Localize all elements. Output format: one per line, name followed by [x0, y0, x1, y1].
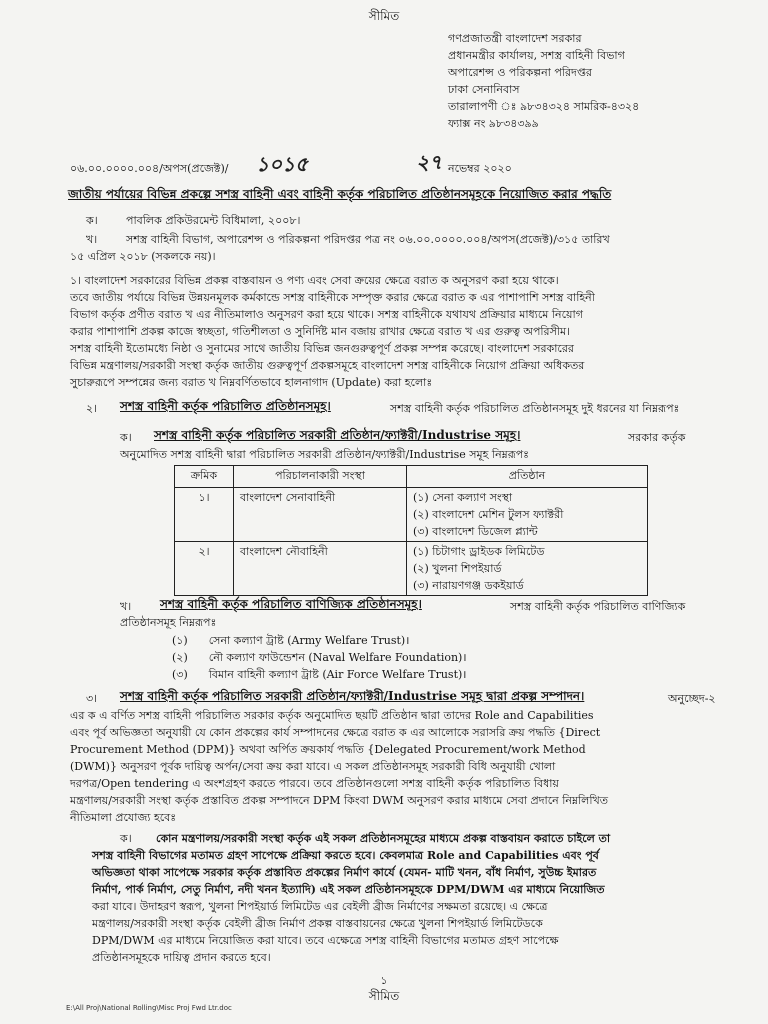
page-number: ১ — [380, 974, 388, 987]
table-header-row — [175, 466, 648, 488]
table-header: ক্রমিক — [175, 466, 234, 488]
section-heading: সশস্ত্র বাহিনী কর্তৃক পরিচালিত প্রতিষ্ঠানসমূহ। — [120, 399, 331, 413]
section-number: ২। — [86, 402, 98, 415]
paragraph-line: এর ক এ বর্ণিত সশস্ত্র বাহিনী পরিচালিত সরকার কর্তৃক অনুমোদিত ছয়টি প্রতিষ্ঠান দ্বারা তাদের Role and Capabilities — [70, 709, 594, 722]
table-item: (১) চিটাগাং ড্রাইডক লিমিটেড — [413, 545, 545, 558]
paragraph-line: নীতিমালা প্রযোজ্য হবেঃ — [70, 811, 177, 824]
table-item: (২) খুলনা শিপইয়ার্ড — [413, 562, 502, 575]
list-text: বিমান বাহিনী কল্যাণ ট্রাষ্ট (Air Force Welfare Trust)। — [208, 668, 467, 681]
paragraph-line: (DWM)} অনুসরণ পূর্বক দায়িত্ব অর্পন/সেবা ক্রয় করা যাবে। এ সকল প্রতিষ্ঠানসমূহ সরকারী বিধি অনুযায়ী খোলা — [70, 760, 556, 773]
paragraph-line: মন্ত্রণালয়/সরকারী সংস্থা কর্তৃক বেইলী ব্রীজ নির্মাণ প্রকল্প বাস্তবায়নের ক্ষেত্রে খুলনা শিপইয়ার্ড লিমিটেডকে — [92, 917, 543, 930]
paragraph-line: সশস্ত্র বাহিনী ইতোমধ্যে নিষ্ঠা ও সুনামের সাথে জাতীয় বিভিন্ন জনগুরুত্বপূর্ণ প্রকল্প সম্পন্ন করেছে। বাংলাদেশ সরকারের — [70, 342, 574, 355]
section-tail: অনুচ্ছেদ-২ — [668, 692, 716, 705]
letter-date: নভেম্বর ২০২০ — [448, 162, 512, 175]
table-header: প্রতিষ্ঠান — [407, 466, 648, 488]
reference-number: ০৬.০০.০০০০.০০৪/অপস(প্রজেক্ট)/ — [70, 162, 229, 175]
letterhead-line: অপারেশন্স ও পরিকল্পনা পরিদপ্তর — [448, 66, 592, 79]
letterhead-line: ঢাকা সেনানিবাস — [448, 83, 520, 96]
table-cell-items — [407, 542, 648, 596]
table-header: পরিচালনাকারী সংস্থা — [234, 466, 407, 488]
table-item: (১) সেনা কল্যাণ সংস্থা — [413, 491, 513, 504]
paragraph-line: DPM/DWM এর মাধ্যমে নিয়োজিত করা যাবে। তবে এক্ষেত্রে সশস্ত্র বাহিনী বিভাগের মতামত গ্রহণ সাপেক্ষে — [92, 934, 559, 947]
table-cell-org: বাংলাদেশ নৌবাহিনী — [234, 542, 407, 596]
subsection-mark: ক। — [120, 431, 132, 444]
paragraph-line: সুচারুরূপে সম্পন্নের জন্য বরাত খ নিম্নবর্ণিতভাবে হালনাগাদ (Update) করা হলোঃ — [70, 376, 433, 389]
list-item — [172, 666, 467, 683]
list-number: (২) — [172, 651, 188, 664]
paragraph-line: প্রতিষ্ঠানসমূহকে দায়িত্ব প্রদান করতে হবে। — [92, 951, 271, 964]
paragraph-line: কোন মন্ত্রণালয়/সরকারী সংস্থা কর্তৃক এই সকল প্রতিষ্ঠানসমূহের মাধ্যমে প্রকল্প বাস্তবায়ন করাতে চাইলে তা — [156, 832, 611, 845]
subject-line: জাতীয় পর্যায়ের বিভিন্ন প্রকল্পে সশস্ত্র বাহিনী এবং বাহিনী কর্তৃক পরিচালিত প্রতিষ্ঠানসমূহকে নিয়োজিত করার পদ্ধতি — [68, 187, 612, 201]
paragraph-1 — [70, 272, 595, 391]
paragraph-line: এবং পূর্ব অভিজ্ঞতা অনুযায়ী যে কোন প্রকল্পের কার্য সম্পাদনের ক্ষেত্রে বরাত ক এর আলোকে সরাসরি ক্রয় পদ্ধতি {Direct — [70, 726, 601, 739]
table-item: (২) বাংলাদেশ মেশিন টুলস ফ্যাক্টরী — [413, 508, 564, 521]
classification-top: সীমিত — [368, 9, 400, 23]
letterhead-line: গণপ্রজাতন্ত্রী বাংলাদেশ সরকার — [448, 32, 582, 45]
fax-number: ফ্যাক্স নং ৯৮৩৪৩৯৯ — [448, 117, 539, 130]
paragraph-line: বিভাগ কর্তৃক প্রণীত বরাত খ এর নীতিমালাও অনুসরণ করা হয়ে থাকে। সশস্ত্র বাহিনীকে যথাযথ প্রক্রিয়ার মাধ্যমে নিয়োগ — [70, 308, 583, 321]
ref-text: সশস্ত্র বাহিনী বিভাগ, অপারেশন্স ও পরিকল্পনা পরিদপ্তর পত্র নং ০৬.০০.০০০০.০০৪/অপস(প্রজেক্ট)/৩১৫ তারিখ — [126, 233, 610, 246]
table-cell-serial: ১। — [175, 488, 234, 542]
file-path: E:\All Proj\National Rolling\Misc Proj Fwd Ltr.doc — [66, 1004, 232, 1012]
list-text: সেনা কল্যাণ ট্রাষ্ট (Army Welfare Trust)। — [208, 634, 410, 647]
subsection-text: অনুমোদিত সশস্ত্র বাহিনী দ্বারা পরিচালিত সরকারী প্রতিষ্ঠান/ফ্যাক্টরী/Industrise সমূহ নিম্নরূপঃ — [120, 448, 530, 461]
classification-bottom: সীমিত — [368, 989, 400, 1003]
letterhead-line: প্রধানমন্ত্রীর কার্যালয়, সশস্ত্র বাহিনী বিভাগ — [448, 49, 625, 62]
subsection-heading: সশস্ত্র বাহিনী কর্তৃক পরিচালিত সরকারী প্রতিষ্ঠান/ফ্যাক্টরী/Industrise সমূহ। — [154, 428, 521, 442]
table-item: (৩) বাংলাদেশ ডিজেল প্ল্যান্ট — [413, 525, 538, 538]
paragraph-line: বিভিন্ন মন্ত্রণালয়/সরকারী সংস্থা কর্তৃক জাতীয় গুরুত্বপূর্ণ প্রকল্পসমূহে বাংলাদেশ সশস্ত্র বাহিনীকে নিয়োগ প্রক্রিয়া অধিকতর — [70, 359, 585, 372]
phone-number: তারালাপণী ঃ ৯৮৩৪৩২৪ সামরিক-৪৩২৪ — [448, 100, 640, 113]
section-number: ৩। — [86, 692, 98, 705]
subsection-tail: সরকার কর্তৃক — [628, 431, 686, 444]
subsection-text: প্রতিষ্ঠানসমূহ নিম্নরূপঃ — [120, 616, 217, 629]
subsection-tail: সশস্ত্র বাহিনী কর্তৃক পরিচালিত বাণিজ্যিক — [510, 600, 686, 613]
list-text: নৌ কল্যাণ ফাউন্ডেশন (Naval Welfare Foundation)। — [208, 651, 467, 664]
ref-mark: ক। — [86, 214, 98, 227]
trust-list — [172, 632, 467, 683]
paragraph-line: করা যাবে। উদাহরণ স্বরূপ, খুলনা শিপইয়ার্ড লিমিটেড এর বেইলী ব্রীজ নির্মাণের সক্ষমতা রয়েছে। এ ক্ষেত্রে — [92, 900, 548, 913]
list-item — [172, 632, 467, 649]
paragraph-line: করার পাশাপাশি প্রকল্প কাজে স্বচ্ছতা, গতিশীলতা ও সুনির্দিষ্ট মান বজায় রাখার ক্ষেত্রে বরাত খ এর গুরুত্ব অপরিসীম। — [70, 325, 571, 338]
section-heading: সশস্ত্র বাহিনী কর্তৃক পরিচালিত সরকারী প্রতিষ্ঠান/ফ্যাক্টরী/Industrise সমূহ দ্বারা প্রকল্প সম্পাদন। — [120, 689, 585, 703]
table-row — [175, 488, 648, 542]
ref-mark: খ। — [86, 233, 98, 246]
paragraph-line: নির্মাণ, পার্ক নির্মাণ, সেতু নির্মাণ, নদী খনন ইত্যাদি) এই সকল প্রতিষ্ঠানসমূহকে DPM/DWM এর মাধ্যমে নিয়োজিত — [92, 883, 605, 896]
section-text: সশস্ত্র বাহিনী কর্তৃক পরিচালিত প্রতিষ্ঠানসমূহ দুই ধরনের যা নিম্নরূপঃ — [390, 402, 680, 415]
list-item — [172, 649, 467, 666]
table-row — [175, 542, 648, 596]
subsection-mark: খ। — [120, 600, 132, 613]
ref-text: পাবলিক প্রকিউরমেন্ট বিধিমালা, ২০০৮। — [126, 214, 301, 227]
subsection-heading: সশস্ত্র বাহিনী কর্তৃক পরিচালিত বাণিজ্যিক প্রতিষ্ঠানসমূহ। — [160, 597, 422, 611]
paragraph-line: ১। বাংলাদেশ সরকারের বিভিন্ন প্রকল্প বাস্তবায়ন ও পণ্য এবং সেবা ক্রয়ের ক্ষেত্রে বরাত ক অনুসরণ করা হয়ে থাকে। — [70, 274, 559, 287]
paragraph-line: অভিজ্ঞতা থাকা সাপেক্ষে সরকার কর্তৃক প্রস্তাবিত প্রকল্পের নির্মাণ কার্যে (যেমন- মাটি খনন, বাঁধ নির্মাণ, সুউচ্চ ইমারত — [92, 866, 597, 879]
paragraph-line: Procurement Method (DPM)} অথবা অর্পিত ক্রয়কার্য পদ্ধতি {Delegated Procurement/work Method — [70, 743, 586, 756]
table-cell-serial: ২। — [175, 542, 234, 596]
paragraph-3-ka — [92, 830, 610, 966]
paragraph-3 — [70, 707, 608, 826]
handwritten-number: ১০১৫ — [256, 152, 308, 176]
paragraph-line: মন্ত্রণালয়/সরকারী সংস্থা কর্তৃক প্রস্তাবিত প্রকল্প সম্পাদনে DPM কিংবা DWM অনুসরণ করার মাধ্যমে সেবা প্রদানে নিম্নলিখিত — [70, 794, 608, 807]
handwritten-day: ২৭ — [416, 150, 443, 174]
paragraph-line: সশস্ত্র বাহিনী বিভাগের মতামত গ্রহণ সাপেক্ষে প্রক্রিয়া করতে হবে। কেবলমাত্র Role and Capabilities এবং পূর্ব — [92, 849, 599, 862]
letterhead — [448, 30, 639, 132]
table-item: (৩) নারায়ণগঞ্জ ডকইয়ার্ড — [413, 579, 524, 592]
table-cell-org: বাংলাদেশ সেনাবাহিনী — [234, 488, 407, 542]
paragraph-line: দরপত্র/Open tendering এ অংশগ্রহণ করতে পারবে। তবে প্রতিষ্ঠানগুলো সশস্ত্র বাহিনী কর্তৃক পরিচালিত বিধায় — [70, 777, 559, 790]
ref-text: ১৫ এপ্রিল ২০১৮ (সকলকে নয়)। — [70, 250, 216, 263]
institutions-table — [174, 465, 648, 596]
list-number: (৩) — [172, 668, 188, 681]
paragraph-line: তবে জাতীয় পর্যায়ে বিভিন্ন উন্নয়নমূলক কর্মকান্ডে সশস্ত্র বাহিনীকে সম্পৃক্ত করার ক্ষেত্রে বরাত ক এর পাশাপাশি সশস্ত্র বাহিনী — [70, 291, 595, 304]
subsection-mark: ক। — [120, 832, 132, 845]
list-number: (১) — [172, 634, 188, 647]
table-cell-items — [407, 488, 648, 542]
